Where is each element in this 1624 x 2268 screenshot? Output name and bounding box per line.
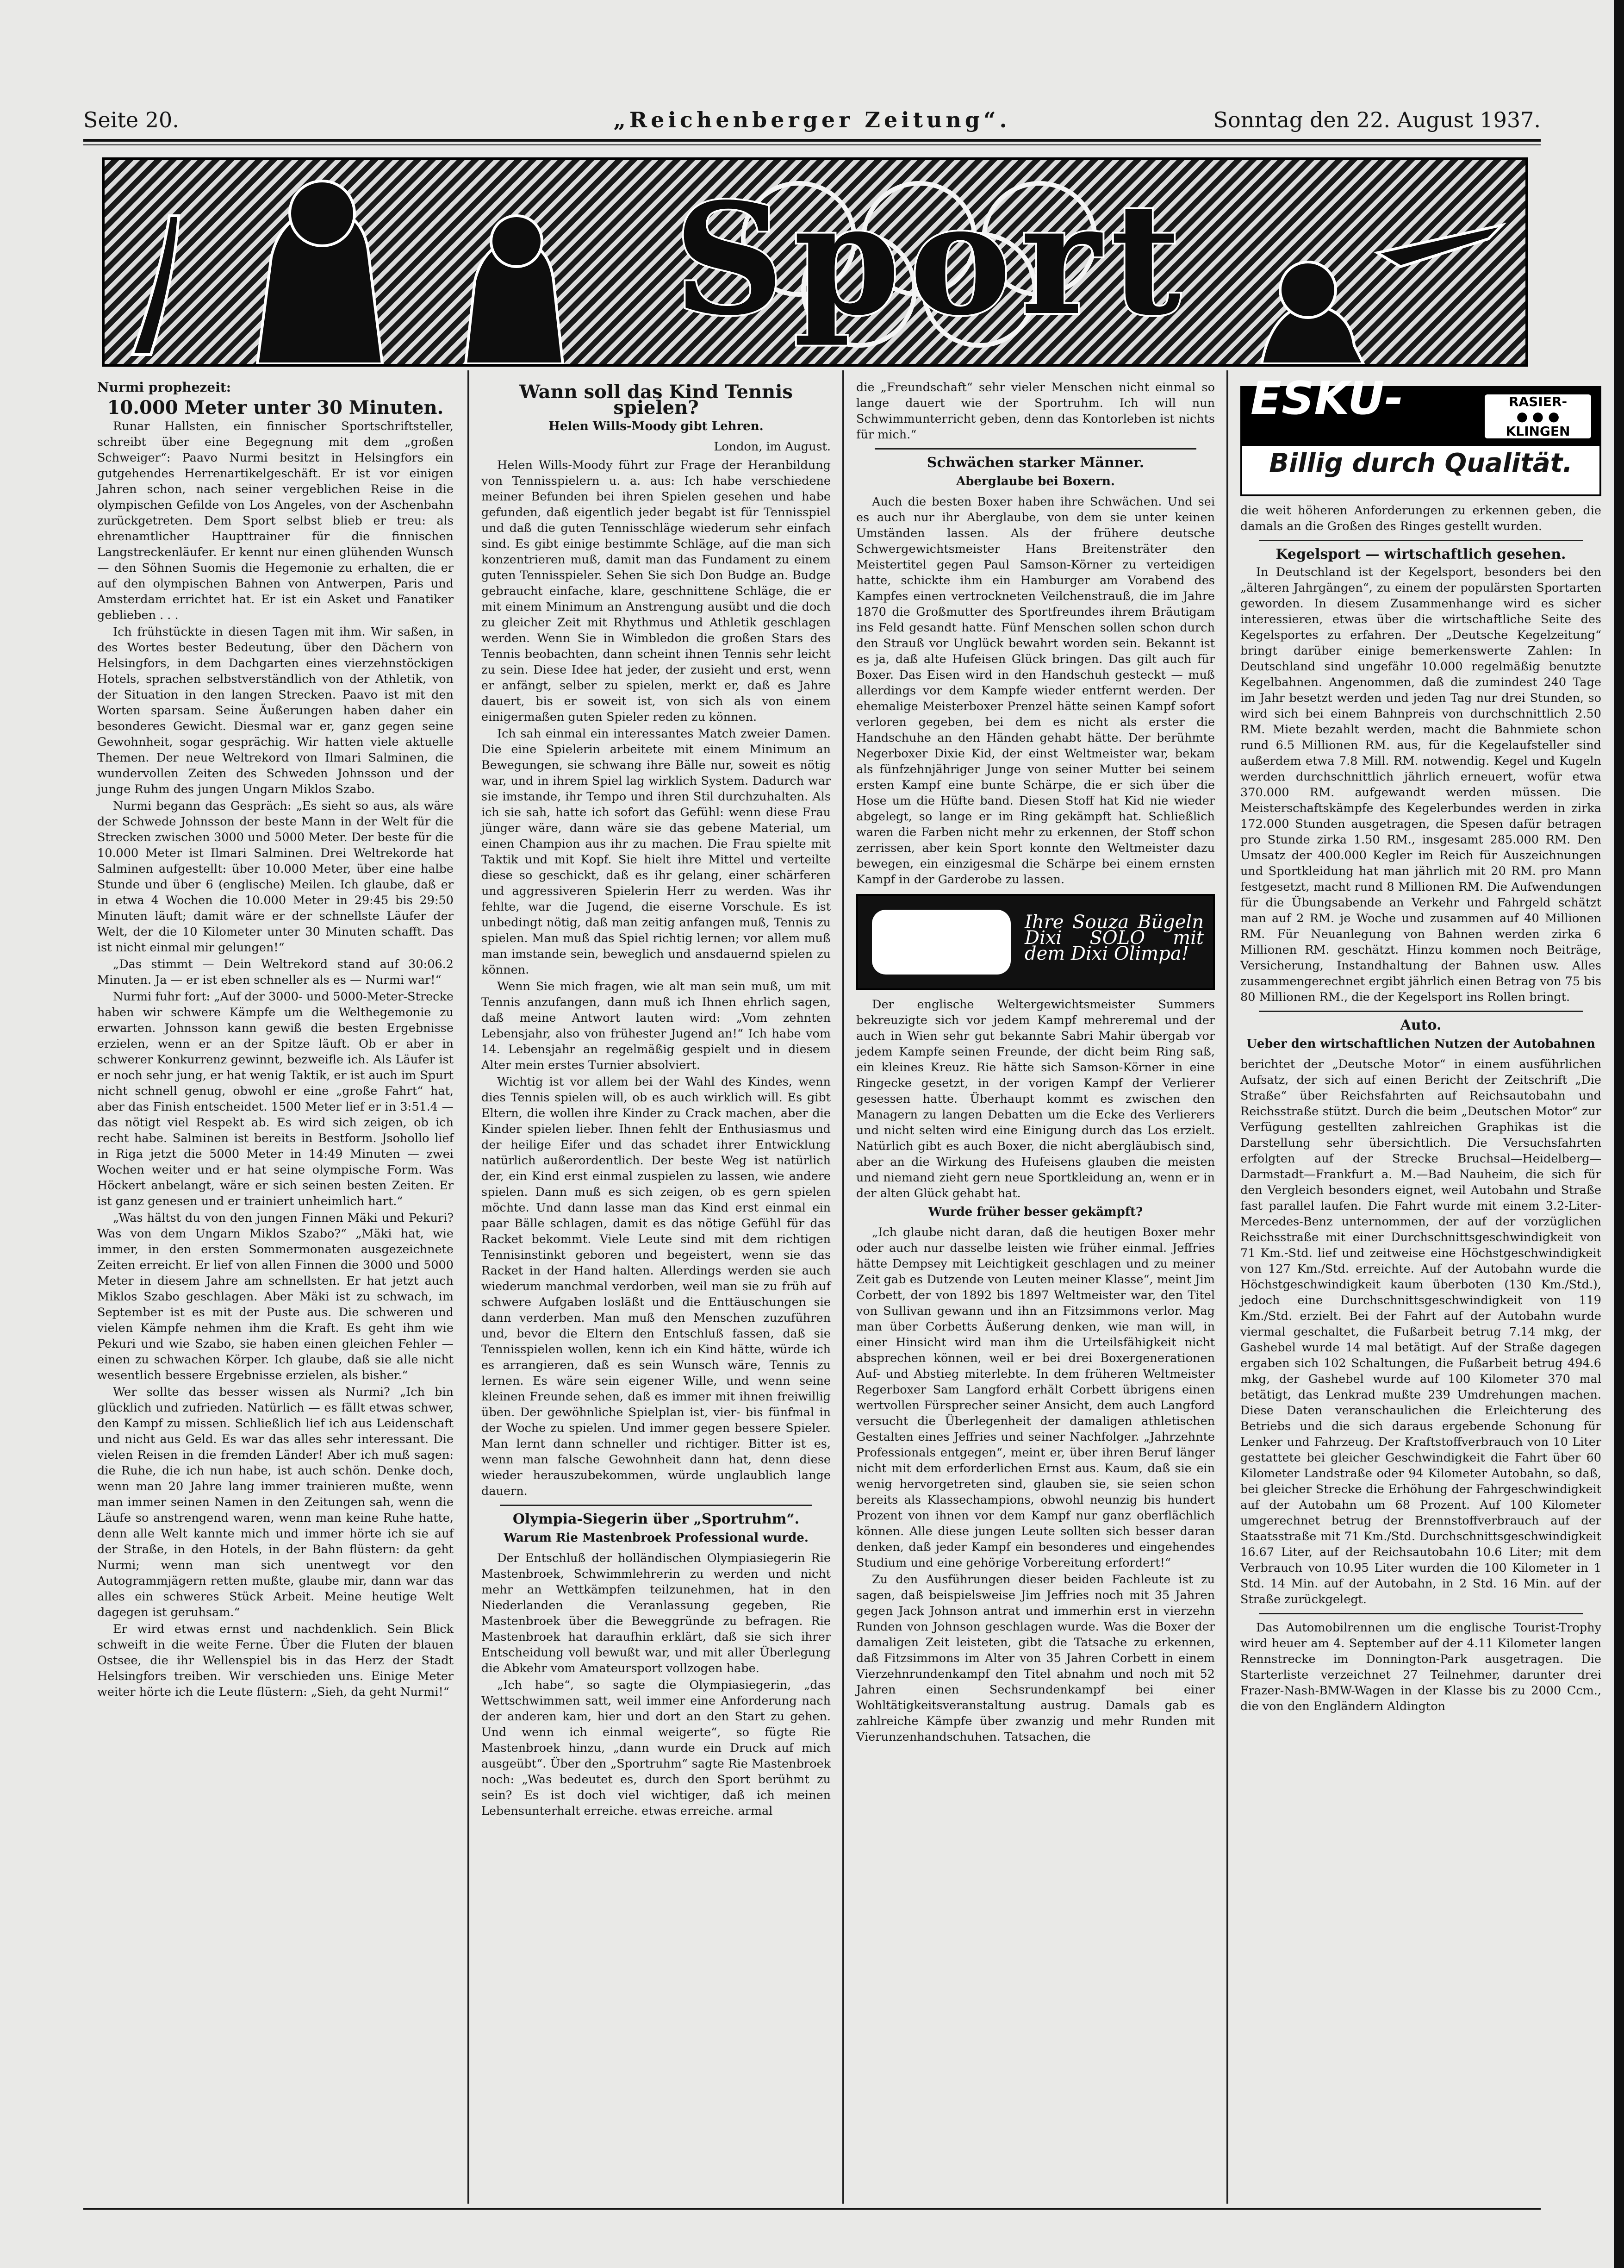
paragraph: In Deutschland ist der Kegelsport, besonders bei den „älteren Jahrgängen“, zu einem der populärsten Sportarten geworden. In diesem Zusammenhange wird es sicher interessieren, etwas über die wirtschaftliche Seite des Kegelsportes zu erfahren. Der „Deutsche Kegelzeitung“ bringt darüber einige bemerkenswerte Zahlen: In Deutschland sind ungefähr 10.000 regelmäßig benutzte Kegelbahnen. Angenommen, daß die zumindest 240 Tage im Jahr besetzt werden und jeden Tag nur drei Stunden, so wird sich bei einem Bahnpreis von durchschnittlich 2.50 RM. Miete bezahlt werden, macht die Bahnmiete schon rund 6.5 Millionen RM. aus, für die Kegelaufsteller sind außerdem etwa 7.8 Mill. RM. notwendig. Kegel und Kugeln werden durchschnittlich jährlich erneuert, wofür etwa 370.000 RM. aufgewandt werden müssen. Die Meisterschaftskämpfe des Kegelerbundes werden in zirka 172.000 Stunden ausgetragen, die Spesen dafür betragen pro Stunde zirka 1.50 RM., insgesamt 285.000 RM. Den Umsatz der 400.000 Kegler im Reich für Auszeichnungen und Sportkleidung hat man jährlich mit 20 RM. pro Mann festgesetzt, macht rund 8 Millionen RM. Die Aufwendungen für die Übungsabende an Verkehr und Fahrgeld schätzt man auf 2 RM. je Woche und zusammen auf 40 Millionen RM. Für Neuanlegung von Bahnen werden zirka 6 Millionen RM. geschätzt. Hinzu kommen noch Beiträge, Versicherung, Instandhaltung der Bahnen usw. Alles zusammengerechnet ergibt jährlich einen Betrag von 75 bis 80 Millionen RM., die der Kegelsport ins Rollen bringt.: [1240, 565, 1601, 1004]
paragraph: „Was hältst du von den jungen Finnen Mäki und Pekuri? Was von dem Ungarn Miklos Szabo?“ „Mäki hat, wie immer, in den ersten Sommermonaten ausgezeichnete Zeiten erreicht. Er lief von allen Finnen die 3000 und 5000 Meter in diesem Jahre am schnellsten. Er hat jetzt auch Miklos Szabo geschlagen. Aber Mäki ist zu schwach, im September ist es mit der Puste aus. Die schweren und vielen Kämpfe nehmen ihm die Kraft. Es geht ihm wie Pekuri und wie Szabo, sie haben einen gleichen Fehler — einen zu schwachen Körper. Ich glaube, daß sie alle nicht wesentlich bessere Ergebnisse erzielen, als bisher.“: [97, 1211, 454, 1382]
esku-ad-content: [1242, 372, 1599, 483]
paragraph: „Ich glaube nicht daran, daß die heutigen Boxer mehr oder auch nur dasselbe leisten wie früher einmal. Jeffries hätte Dempsey mit Leichtigkeit geschlagen und zu meiner Zeit gab es Dutzende von Leuten meiner Klasse“, meint Jim Corbett, der von 1892 bis 1897 Weltmeister war, den Titel von Sullivan gewann und ihn an Fitzsimmons verlor. Mag man über Corbetts Äußerung denken, wie man will, in einer Hinsicht wird man ihm die Urteilsfähigkeit nicht absprechen können, weil er bei drei Boxergenerationen Auf- und Abstieg miterlebte. In dem früheren Weltmeister Regerboxer Sam Langford erhält Corbett übrigens einen wertvollen Fürsprecher seiner Ansicht, dem auch Langford versucht die Überlegenheit der damaligen athletischen Gestalten eines Jeffries und seiner Nachfolger. „Jahrzehnte Professionals entgegen“, meint er, über ihren Beruf länger nicht mit dem erforderlichen Ernst aus. Kaum, daß sie ein wenig hervorgetreten sind, glauben sie, sie seien schon bereits als Klassechampions, obwohl neunzig bis hundert Prozent von ihnen vor dem Kampf nur ganz oberflächlich können. Alle diese jungen Leute sollten sich besser daran denken, daß jeder Kampf ein besonderes und eingehendes Studium und eine gehörige Vorbereitung erfordert!“: [856, 1225, 1215, 1570]
article-headline: Wann soll das Kind Tennis spielen?: [519, 381, 793, 419]
laurel-branch: [132, 216, 179, 355]
divider: [1259, 1011, 1583, 1012]
header-rule-thin: [83, 144, 1541, 145]
article-headline: 10.000 Meter unter 30 Minuten.: [107, 397, 444, 419]
paragraph: „Das stimmt — Dein Weltrekord stand auf 30:06.2 Minuten. Ja — er ist eben schneller als es — Nurmi war!“: [97, 957, 454, 987]
paragraph: „Ich habe“, so sagte die Olympiasiegerin, „das Wettschwimmen satt, weil immer eine Anforderung nach der anderen kam, hier und dort an den Start zu gehen. Und wenn ich einmal weigerte“, so fügte Rie Mastenbroek hinzu, „dann wurde ein Druck auf mich ausgeübt“. Über den „Sportruhm“ sagte Rie Mastenbroek noch: „Was bedeutet es, durch den Sport berühmt zu sein? Es ist doch viel wichtiger, daß ich meinen Lebensunterhalt erreiche. etwas erreiche. armal: [481, 1678, 831, 1818]
paragraph: Das Automobilrennen um die englische Tourist-Trophy wird heuer am 4. September auf der 4.11 Kilometer langen Rennstrecke im Donnington-Park ausgetragen. Die Starterliste verzeichnet 27 Teilnehmer, darunter drei Frazer-Nash-BMW-Wagen in der Klasse bis zu 2000 Ccm., die von den Engländern Aldington: [1240, 1621, 1601, 1713]
ad-tag-line2: KLINGEN: [1506, 424, 1570, 439]
ad-tag-line1: RASIER-: [1508, 394, 1568, 409]
article-body: [1240, 1056, 1601, 1607]
column-rule-3: [1226, 370, 1228, 2204]
banner-title: Sport: [674, 169, 1190, 349]
column-kegel-auto: [1240, 372, 1601, 1715]
newspaper-name: „Reichenberger Zeitung“.: [613, 107, 1011, 132]
article-body: [481, 1550, 831, 1819]
column-nurmi: [97, 380, 454, 1701]
ad-tag: [1485, 394, 1591, 438]
paragraph: Zu den Ausführungen dieser beiden Fachleute ist zu sagen, daß beispielsweise Jim Jeffries noch mit 35 Jahren gegen Jack Johnson antrat und immerhin erst in vierzehn Runden von Johnson geschlagen wurde. Was die Boxer der damaligen Zeit leisteten, gibt die Tatsache zu erkennen, daß Fitzsimmons im Alter von 35 Jahren Corbett in einem Vierzehnrundenkampf den Titel abnahm und noch mit 52 Jahren einen Sechsrundenkampf bei einer Wohltätigkeitsveranstaltung austrug. Damals gab es zahlreiche Kämpfe über zwanzig und mehr Runden mit Vierunzenhandschuhen. Tatsachen, die: [856, 1573, 1215, 1744]
article-dateline: London, im August.: [714, 440, 831, 454]
paragraph: Ich sah einmal ein interessantes Match zweier Damen. Die eine Spielerin arbeitete mit einem Minimum an Bewegungen, sie schwang ihre Bälle nur, soweit es nötig war, und in ihrem Spiel lag wirklich System. Dadurch war sie imstande, ihr Tempo und ihren Stil durchzuhalten. Als ich sie sah, hatte ich sofort das Gefühl: wenn diese Frau jünger wäre, dann wäre sie das gebene Material, um einen Champion aus ihr zu machen. Die Frau spielte mit Taktik und mit Kopf. Sie hielt ihre Mittel und verteilte diese so geschickt, daß es ihr gelang, einer schärferen und aggressiveren Spielerin Herr zu werden. Was ihr fehlte, war die Jugend, die eiserne Vorschule. Es ist unbedingt nötig, daß man zeitig anfangen muß, Tennis zu spielen. Man muß das Spiel richtig lernen; vor allem muß man imstande sein, beweglich und ansdauernd spielen zu können.: [481, 727, 831, 977]
divider: [500, 1505, 812, 1506]
driver-helmet: [1280, 262, 1336, 318]
article-headline: Kegelsport — wirtschaftlich gesehen.: [1276, 546, 1566, 562]
paragraph: Wenn Sie mich fragen, wie alt man sein muß, um mit Tennis anzufangen, dann muß ich Ihnen ehrlich sagen, daß meine Antwort lauten wird: „Vom zehnten Lebensjahr, also von frühester Jugend an!“ Ich habe vom 14. Lebensjahr an regelmäßig gespielt und in diesem Alter mein erstes Turnier absolviert.: [481, 980, 831, 1072]
article-byline: Helen Wills-Moody gibt Lehren.: [548, 419, 764, 433]
dixi-ad: [856, 894, 1215, 990]
article-body: [856, 1225, 1215, 1745]
article-headline: Wurde früher besser gekämpft?: [928, 1205, 1143, 1219]
article-headline: Schwächen starker Männer.: [927, 455, 1145, 471]
paragraph: berichtet der „Deutsche Motor“ in einem ausführlichen Aufsatz, der sich auf einen Bericht der Zeitschrift „Die Straße“ über Reichsfahrten auf Reichsautobahn und Reichsstraße stützt. Durch die beim „Deutschen Motor“ zur Verfügung gestellten zahlreichen Graphikas ist die Darstellung sehr übersichtlich. Die Versuchsfahrten erfolgten auf der Strecke Bruchsal—Heidelberg—Darmstadt—Frankfurt a. M.—Bad Nauheim, die sich für den Vergleich besonders eignet, weil Autobahn und Straße fast parallel laufen. Die Fahrt wurde mit einem 3.2-Liter-Mercedes-Benz unternommen, der auf der vorzüglichen Reichsstraße mit einer Durchschnittsgeschwindigkeit von 71 Km.-Std. lief und zeitweise eine Höchstgeschwindigkeit von 127 Km./Std. erreichte. Auf der Autobahn wurde die Höchstgeschwindigkeit kaum überboten (130 Km./Std.), jedoch eine Durchschnittsgeschwindigkeit von 119 Km./Std. erzielt. Bei der Fahrt auf der Autobahn wurde viermal geschaltet, die Fußarbeit betrug 7.14 mkg, der Gashebel wurde 14 mal betätigt. Auf der Straße dagegen ergaben sich 102 Schaltungen, die Fußarbeit betrug 494.6 mkg, der Gashebel wurde auf 100 Kilometer 370 mal betätigt, das Lenkrad mußte 239 Umdrehungen machen. Diese Daten veranschaulichen die Erleichterung des Betriebs und die sich daraus ergebende Schonung für Lenker und Fahrzeug. Der Kraftstoffverbrauch von 10 Liter gestattete bei gleicher Geschwindigkeit die Fahrt über 60 Kilometer Landstraße oder 94 Kilometer Autobahn, so daß, bei gleicher Strecke die Erhöhung der Fahrgeschwindigkeit auf der Autobahn um 68 Prozent. Auf 100 Kilometer umgerechnet betrug der Brennstoffverbrauch auf der Staatsstraße mit 71 Km./Std. Durchschnittsgeschwindigkeit 16.67 Liter, auf der Reichsautobahn 10.6 Liter; mit dem Verbrauch von 10.95 Liter wurden die 100 Kilometer in 1 Std. 14 Min. auf der Autobahn, in 2 Std. 16 Min. auf der Straße zurückgelegt.: [1240, 1057, 1601, 1606]
paragraph: Wichtig ist vor allem bei der Wahl des Kindes, wenn dies Tennis spielen will, ob es auch wirklich will. Es gibt Eltern, die wollen ihre Kinder zu Crack machen, aber die Kinder spielen lieber. Ihnen fehlt der Enthusiasmus und der heilige Eifer und das schadet ihrer Entwicklung natürlich außerordentlich. Der beste Weg ist natürlich der, ein Kind erst einmal zuspielen zu lassen, wie andere spielen. Dann muß es sich zeigen, ob es gern spielen möchte. Und dann lasse man das Kind erst einmal ein paar Bälle schlagen, damit es das nötige Gefühl für das Racket bekommt. Viele Leute sind mit dem richtigen Tennisinstinkt geboren und begeistert, wenn sie das Racket in der Hand halten. Allerdings werden sie auch wiederum manchmal verdorben, weil man sie zu früh auf schwere Aufgaben losläßt und die Enttäuschungen sie dann verderben. Man muß den Menschen zuzuführen und, bevor die Eltern den Entschluß fassen, daß sie Tennisspielen wollen, kenn ich ein Kind hätte, würde ich es arrangieren, daß es sein Wunsch wäre, Tennis zu lernen. Es wäre sein eigener Wille, und wenn seine kleinen Freunde sehen, daß es immer mit ihnen freiwillig üben. Der gewöhnliche Spielplan ist, vier- bis fünfmal in der Woche zu spielen. Und immer gegen bessere Spieler. Man lernt dann schneller und richtiger. Bitter ist es, wenn man falsche Gewohnheit dann hat, denn diese wieder herauszubekommen, würde unglaublich lange dauern.: [481, 1075, 831, 1498]
paragraph: Helen Wills-Moody führt zur Frage der Heranbildung von Tennisspielern u. a. aus: Ich habe verschiedene meiner Befunden bei ihren Spielen gesehen und habe gefunden, daß eigentlich jeder begabt ist für Tennisspiel und daß die guten Tennisschläge wiederum sehr einfach sind. Es gibt einige bestimmte Schläge, auf die man sich konzentrieren muß, damit man das Fundament zu einem guten Tennisspieler. Sehen Sie sich Don Budge an. Budge gebraucht einfache, klare, geschnittene Schläge, die er mit einem Minimum an Anstrengung ausübt und die doch zu gleicher Zeit mit Rhythmus und Athletik geschlagen werden. Wenn Sie in Wimbledon die großen Stars des Tennis beobachten, dann scheint ihnen Tennis sehr leicht zu sein. Diese Idee hat jeder, der zusieht und erst, wenn er anfängt, selber zu spielen, merkt er, daß es Jahre dauert, bis er soweit ist, von sich als von einem einigermaßen guten Spieler reden zu können.: [481, 458, 831, 724]
column-rule-1: [467, 370, 469, 2204]
issue-date: Sonntag den 22. August 1937.: [1213, 107, 1541, 132]
article-body: [481, 457, 831, 1499]
article-body: [1240, 564, 1601, 1005]
paragraph: die „Freundschaft“ sehr vieler Menschen nicht einmal so lange dauert wie der Sportruhm. Ich will nun Schwimmunterricht geben, denn das Kontorleben ist nichts für mich.“: [856, 381, 1215, 442]
divider: [875, 448, 1196, 450]
paragraph: Der Entschluß der holländischen Olympiasiegerin Rie Mastenbroek, Schwimmlehrerin zu werden und nicht mehr an Wettkämpfen teilzunehmen, hat in den Niederlanden die Veranlassung gegeben, Rie Mastenbroek über die Beweggründe zu befragen. Rie Mastenbroek hat daraufhin erklärt, daß sie sich ihrer Entscheidung voll bewußt war, und mit aller Überlegung die Abkehr vom Amateursport vollzogen habe.: [481, 1551, 831, 1675]
column-tennis: [481, 380, 831, 1820]
column-boxing: [856, 380, 1215, 1746]
ad-slogan: Billig durch Qualität.: [1269, 448, 1573, 478]
header-rule: [83, 139, 1541, 142]
sport-banner: [102, 157, 1528, 367]
ad-product-image: [872, 910, 1011, 975]
article-subhead: Warum Rie Mastenbroek Professional wurde.: [504, 1531, 809, 1545]
footer-rule: [83, 2208, 1541, 2210]
paragraph: Er wird etwas ernst und nachdenklich. Sein Blick schweift in die weite Ferne. Über die Fluten der blauen Ostsee, die ihr Wellenspiel bis in das Herz der Stadt Helsingfors treiben. Wir verschieden uns. Einige Meter weiter hörte ich die Leute flüstern: „Sieh, da geht Nurmi!“: [97, 1622, 454, 1699]
article-body: [856, 494, 1215, 887]
page-header: [83, 107, 1541, 131]
ad-brand: ESKU-: [1251, 372, 1404, 425]
article-headline: Auto.: [1400, 1017, 1442, 1033]
article-body: [856, 997, 1215, 1201]
paragraph: die weit höheren Anforderungen zu erkennen geben, die damals an die Großen des Ringes gestellt wurden.: [1240, 504, 1601, 533]
scan-edge: [1614, 0, 1624, 2268]
divider: [1259, 1613, 1583, 1614]
paragraph: Auch die besten Boxer haben ihre Schwächen. Und sei es auch nur ihr Aberglaube, von dem sie unter keinen Umständen lassen. Als der frühere deutsche Schwergewichtsmeister Hans Breitensträter den Meistertitel gegen Paul Samson-Körner zu verteidigen hatte, schickte ihm ein Hamburger am Vorabend des Kampfes einen vertrockneten Veilchenstrauß, die im Jahre 1870 die Großmutter des Sportfreundes ihrem Bräutigam ins Feld gesandt hatte. Fünf Menschen sollen schon durch den Strauß vor Unglück bewahrt worden sein. Bekannt ist es ja, daß alte Hufeisen Glück bringen. Das gilt auch für Boxer. Das Eisen wird in den Handschuh gesteckt — muß allerdings vor dem Kampfe wieder entfernt werden. Der ehemalige Meisterboxer Prenzel hätte seinen Kampf sofort verloren gegeben, bei dem es nicht als erster die Handschuhe an den Händen gehabt hätte. Der berühmte Negerboxer Dixie Kid, der einst Weltmeister war, bekam als fünfzehnjähriger Junge von seiner Mutter bei seinem ersten Kampf eine bunte Schärpe, die er sich über die Hose um die Hüfte band. Diesen Stoff hat Kid nie wieder abgelegt, so lange er im Ring gekämpft hat. Schließlich waren die Farben nicht mehr zu erkennen, der Stoff schon zerrissen, aber kein Sport konnte den Weltmeister dazu bewegen, ein einzigesmal die Schärpe bei einem ernsten Kampf in der Garderobe zu lassen.: [856, 495, 1215, 887]
esku-ad: [1240, 372, 1601, 496]
woman-head: [491, 216, 542, 267]
article-headline: Olympia-Siegerin über „Sportruhm“.: [512, 1511, 800, 1527]
article-body: [97, 419, 454, 1700]
paragraph: Der englische Weltergewichtsmeister Summers bekreuzigte sich vor jedem Kampf mehreremal und der auch in Wien sehr gut bekannte Sabri Mahir übergab vor jedem Kampfe seinen Freunde, der dicht beim Ring saß, ein kleines Kreuz. Rie hätte sich Samson-Körner in eine Ringecke gesetzt, in der vorigen Kampf der Verlierer gesessen hatte. Überhaupt kommt es zwischen den Managern zu langen Debatten um die Ecke des Verlierers und nicht selten wird eine Einigung durch das Los erzielt. Natürlich gibt es auch Boxer, die nicht abergläubisch sind, aber an die Wirkung des Hufeisens glauben die meisten und niemand zieht gern neue Sportkleidung an, wenn er in der alten Glück gehabt hat.: [856, 998, 1215, 1200]
paragraph: Runar Hallsten, ein finnischer Sportschriftsteller, schreibt über eine Begegnung mit dem „großen Schweiger“: Paavo Nurmi besitzt in Helsingfors ein gutgehendes Herrenartikelgeschäft. Er ist vor einigen Jahren schon, nach seiner vergeblichen Reise in die olympischen Gefilde von Los Angeles, von der Aschenbahn zurückgetreten. Dem Sport selbst blieb er treu: als ehrenamtlicher Haupttrainer für die finnischen Langstreckenläufer. Er kennt nur einen glühenden Wunsch — den Söhnen Suomis die Hegemonie zu erhalten, die er auf den olympischen Bahnen von Antwerpen, Paris und Amsterdam errichtet hat. Er ist ein Asket und Fanatiker geblieben . . .: [97, 419, 454, 622]
divider: [1259, 540, 1583, 541]
article-subhead: Ueber den wirtschaftlichen Nutzen der Autobahnen: [1246, 1037, 1595, 1051]
paragraph: Nurmi begann das Gespräch: „Es sieht so aus, als wäre der Schwede Johnsson der beste Mann in der Welt für die Strecken zwischen 3000 und 5000 Meter. Der beste für die 10.000 Meter ist Ilmari Salminen. Drei Weltrekorde hat Salminen aufgestellt: über 10.000 Meter, über eine halbe Stunde und über 6 (englische) Meilen. Ich glaube, daß er in etwa 4 Wochen die 10.000 Meter in 29:45 bis 29:50 Minuten läuft; damit wäre er der schnellste Läufer der Welt, der die 10 Kilometer unter 30 Minuten schafft. Das ist nicht einmal mir gelungen!“: [97, 799, 454, 955]
athlete-head: [290, 181, 355, 246]
column-rule-2: [842, 370, 844, 2204]
ad-tag-dots-icon: ● ● ●: [1516, 409, 1560, 424]
esku-ad-top: [1242, 372, 1599, 446]
paragraph: Wer sollte das besser wissen als Nurmi? „Ich bin glücklich und zufrieden. Natürlich — es fällt etwas schwer, den Kampf zu missen. Schließlich lief ich aus Leidenschaft und nicht aus Geld. Es war das alles sehr interessant. Die vielen Reisen in die fremden Länder! Aber ich muß sagen: die Ruhe, die ich nun habe, ist auch schön. Denke doch, wenn man 20 Jahre lang immer trainieren mußte, wenn man immer seinen Namen in den Zeitungen sah, wenn die Läufe so anstrengend waren, wenn man keine Ruhe hatte, denn alle Welt kannte mich und immer hörte ich sie auf der Straße, in den Hotels, in der Bahn flüstern: da geht Nurmi; wenn man sich unentwegt vor den Autogrammjägern retten mußte, glaube mir, dann war das alles ein schweres Stück Arbeit. Meine heutige Welt dagegen ist geruhsam.“: [97, 1385, 454, 1619]
airplane-icon: [1377, 225, 1502, 267]
paragraph: Nurmi fuhr fort: „Auf der 3000- und 5000-Meter-Strecke haben wir schwere Kämpfe um die Welthegemonie zu erwarten. Johnsson kann gewiß die besten Ergebnisse erzielen, wenn er an der Spitze läuft. Ob er aber in schwerer Konkurrenz gewinnt, bezweifle ich. Als Läufer ist er noch sehr jung, er hat wenig Taktik, er ist auch im Spurt nicht schnell genug, obwohl er eine „große Fahrt“ hat, aber das Finish entscheidet. 1500 Meter lief er in 3:51.4 — das nötigt viel Respekt ab. Es wird sich zeigen, ob ich recht habe. Salminen ist bereits in Bestform. Jsohollo lief in Riga jetzt die 5000 Meter in 14:49 Minuten — zwei Wochen weiter und er hat seine olympische Form. Was Höckert anbelangt, wäre er sich seinen besten Zeiten. Er ist ganz genesen und er trainiert unheimlich hart.“: [97, 990, 454, 1208]
page-number: Seite 20.: [83, 107, 179, 132]
article-kicker: Nurmi prophezeit:: [97, 380, 231, 395]
article-subhead: Aberglaube bei Boxern.: [956, 475, 1115, 488]
paragraph: Ich frühstückte in diesen Tagen mit ihm. Wir saßen, in des Wortes bester Bedeutung, über den Dächern von Helsingfors, in dem Dachgarten eines vierzehnstöckigen Hotels, sprachen selbstverständlich von der Athletik, von der Situation in den langen Strecken. Paavo ist mit den Worten sparsam. Seine Äußerungen haben daher ein besonderes Gewicht. Diesmal war er, ganz gegen seine Gewohnheit, sogar gesprächig. Wir hatten viele aktuelle Themen. Der neue Weltrekord von Ilmari Salminen, die wundervollen Zeiten des Schweden Johnsson und der junge Ruhm des jungen Ungarn Miklos Szabo.: [97, 625, 454, 796]
ad-text: Ihre Souza Bügeln Dixi SOLO mit dem Dixi Olimpa!: [1025, 912, 1204, 964]
